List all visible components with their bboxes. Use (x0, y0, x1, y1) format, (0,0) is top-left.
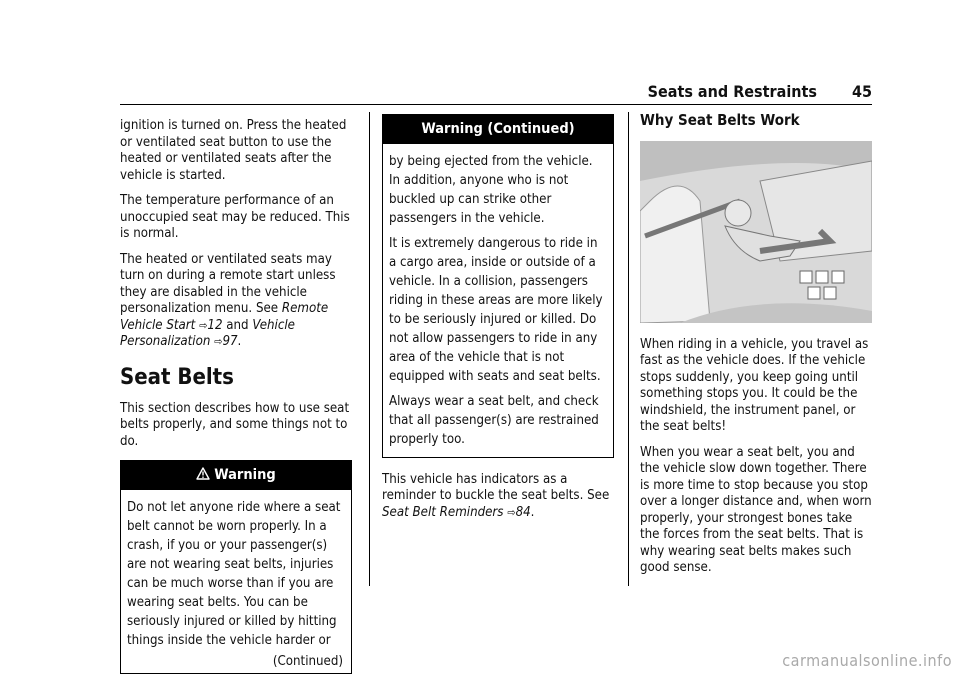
column-divider-2 (628, 112, 629, 586)
page-reference[interactable]: 97 (222, 334, 238, 349)
column-1 (120, 118, 352, 674)
cross-reference-link[interactable]: Vehicle Personalization (120, 317, 295, 349)
page-header (648, 82, 872, 101)
paragraph: This vehicle has indicators as a reminder to buckle the seat belts. See Seat Belt Reminders ⇨84. (382, 471, 610, 520)
warning-text: Do not let anyone ride where a seat belt cannot be worn properly. In a crash, if you or your passenger(s) are not wearing seat belts, injuries can be much worse than if you are wearing seat belts. You can be seriously injured or killed by hitting things inside the vehicle harder or (127, 499, 341, 648)
paragraph: ignition is turned on. Press the heated or ventilated seat button to use the heated or ventilated seats after the vehicle is started. (120, 118, 347, 183)
warning-header: Warning (Continued) (383, 115, 613, 144)
cross-reference-link[interactable]: Remote Vehicle Start (120, 301, 329, 333)
section-heading: Seat Belts (120, 364, 234, 390)
column-3 (640, 111, 875, 586)
column-divider-1 (369, 112, 370, 586)
page-number: 45 (851, 82, 872, 101)
sub-heading: Why Seat Belts Work (640, 111, 800, 129)
paragraph: The heated or ventilated seats may turn on during a remote start unless they are disabled in the vehicle personalization menu. See Remote Vehicle Start ⇨12 and Vehicle Personalization ⇨97. (120, 251, 336, 349)
paragraph: When riding in a vehicle, you travel as fast as the vehicle does. If the vehicle stops suddenly, you keep going until something stops you. It could be the windshield, the instrument panel, or the seat belts! (640, 336, 869, 434)
page-reference[interactable]: 84 (515, 504, 531, 520)
warning-title: Warning (214, 467, 276, 483)
continued-label: (Continued) (272, 653, 343, 669)
warning-box (120, 460, 352, 674)
page-reference-arrow-icon: ⇨ (199, 318, 208, 332)
crash-test-dummy-illustration (640, 141, 872, 323)
warning-header (121, 461, 351, 490)
warning-text: by being ejected from the vehicle. In addition, anyone who is not buckled up can strike other passengers in the vehicle. (389, 153, 593, 226)
running-header-title: Seats and Restraints (647, 82, 817, 101)
warning-box-continued (382, 114, 614, 458)
header-rule (120, 104, 872, 105)
watermark: carmanualsonline.info (782, 651, 952, 670)
warning-triangle-icon (196, 467, 210, 481)
page-reference[interactable]: 12 (207, 317, 223, 333)
warning-text: It is extremely dangerous to ride in a cargo area, inside or outside of a vehicle. In a collision, passengers riding in these areas are more likely to be seriously injured or killed. Do not allow passengers to ride in any area of the vehicle that is not equipped with seats and seat belts. (389, 235, 603, 384)
paragraph: The temperature performance of an unoccupied seat may be reduced. This is normal. (120, 193, 350, 241)
warning-text: Always wear a seat belt, and check that all passenger(s) are restrained properly too. (389, 393, 599, 447)
column-2 (382, 114, 614, 530)
paragraph: This section describes how to use seat belts properly, and some things not to do. (120, 400, 350, 449)
paragraph: When you wear a seat belt, you and the vehicle slow down together. There is more time to stop because you stop over a longer distance and, when worn properly, your strongest bones take the forces from the seat belts. That is why wearing seat belts makes such good sense. (640, 444, 872, 575)
page-reference-arrow-icon: ⇨ (214, 335, 223, 348)
page-reference-arrow-icon: ⇨ (507, 505, 516, 519)
cross-reference-link[interactable]: Seat Belt Reminders (382, 504, 504, 520)
